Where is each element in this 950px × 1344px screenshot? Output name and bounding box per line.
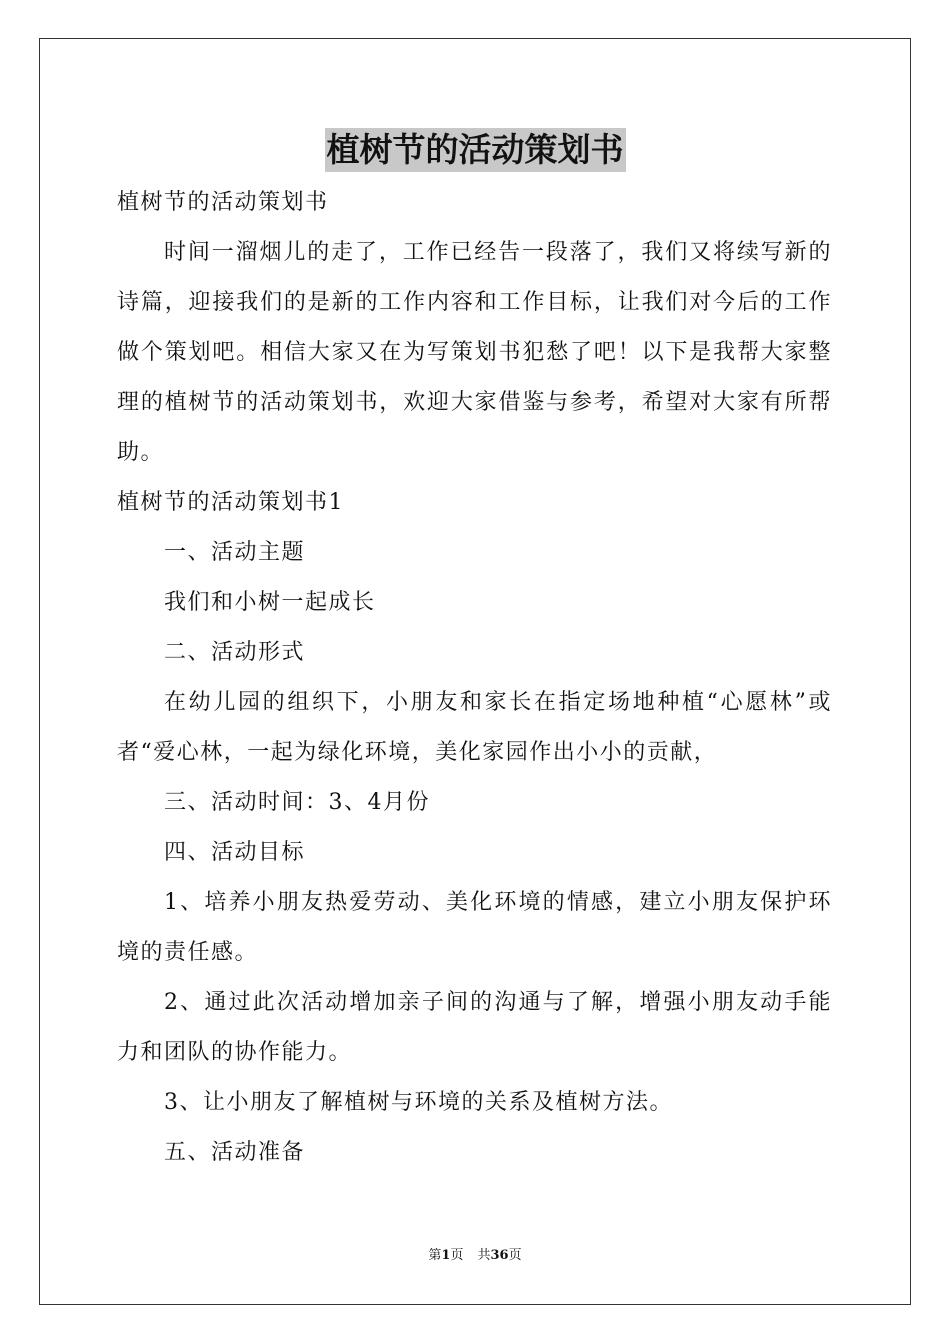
section-heading: 植树节的活动策划书1 bbox=[117, 490, 344, 515]
document-title: 植树节的活动策划书 bbox=[325, 128, 626, 172]
page-prefix: 第 bbox=[428, 1248, 442, 1263]
paragraph: 时间一溜烟儿的走了，工作已经告一段落了，我们又将续写新的诗篇，迎接我们的是新的工作内容和工作目标，让我们对今后的工作做个策划吧。相信大家又在为写策划书犯愁了吧！以下是我帮大家整理的植树节的活动策划书，欢迎大家借鉴与参考，希望对大家有所帮助。 bbox=[117, 240, 832, 465]
page-number: 1 bbox=[441, 1248, 451, 1263]
total-prefix: 共 bbox=[477, 1248, 491, 1263]
page-suffix: 页 bbox=[450, 1248, 464, 1263]
page-footer bbox=[0, 1246, 950, 1266]
total-suffix: 页 bbox=[508, 1248, 522, 1263]
paragraph: 五、活动准备 bbox=[164, 1140, 306, 1165]
paragraph: 二、活动形式 bbox=[164, 640, 306, 665]
paragraph: 植树节的活动策划书 bbox=[117, 190, 329, 215]
paragraph: 2、通过此次活动增加亲子间的沟通与了解，增强小朋友动手能力和团队的协作能力。 bbox=[117, 990, 832, 1065]
total-pages: 36 bbox=[490, 1248, 509, 1263]
paragraph: 三、活动时间：3、4月份 bbox=[164, 790, 430, 815]
title-area bbox=[0, 128, 950, 172]
paragraph: 在幼儿园的组织下，小朋友和家长在指定场地种植“心愿林”或者“爱心林，一起为绿化环境，美化家园作出小小的贡献， bbox=[117, 690, 832, 765]
paragraph: 1、培养小朋友热爱劳动、美化环境的情感，建立小朋友保护环境的责任感。 bbox=[117, 890, 832, 965]
paragraph: 一、活动主题 bbox=[164, 540, 306, 565]
document-body bbox=[117, 178, 832, 1178]
paragraph: 我们和小树一起成长 bbox=[164, 590, 376, 615]
paragraph: 3、让小朋友了解植树与环境的关系及植树方法。 bbox=[164, 1090, 673, 1115]
paragraph: 四、活动目标 bbox=[164, 840, 306, 865]
